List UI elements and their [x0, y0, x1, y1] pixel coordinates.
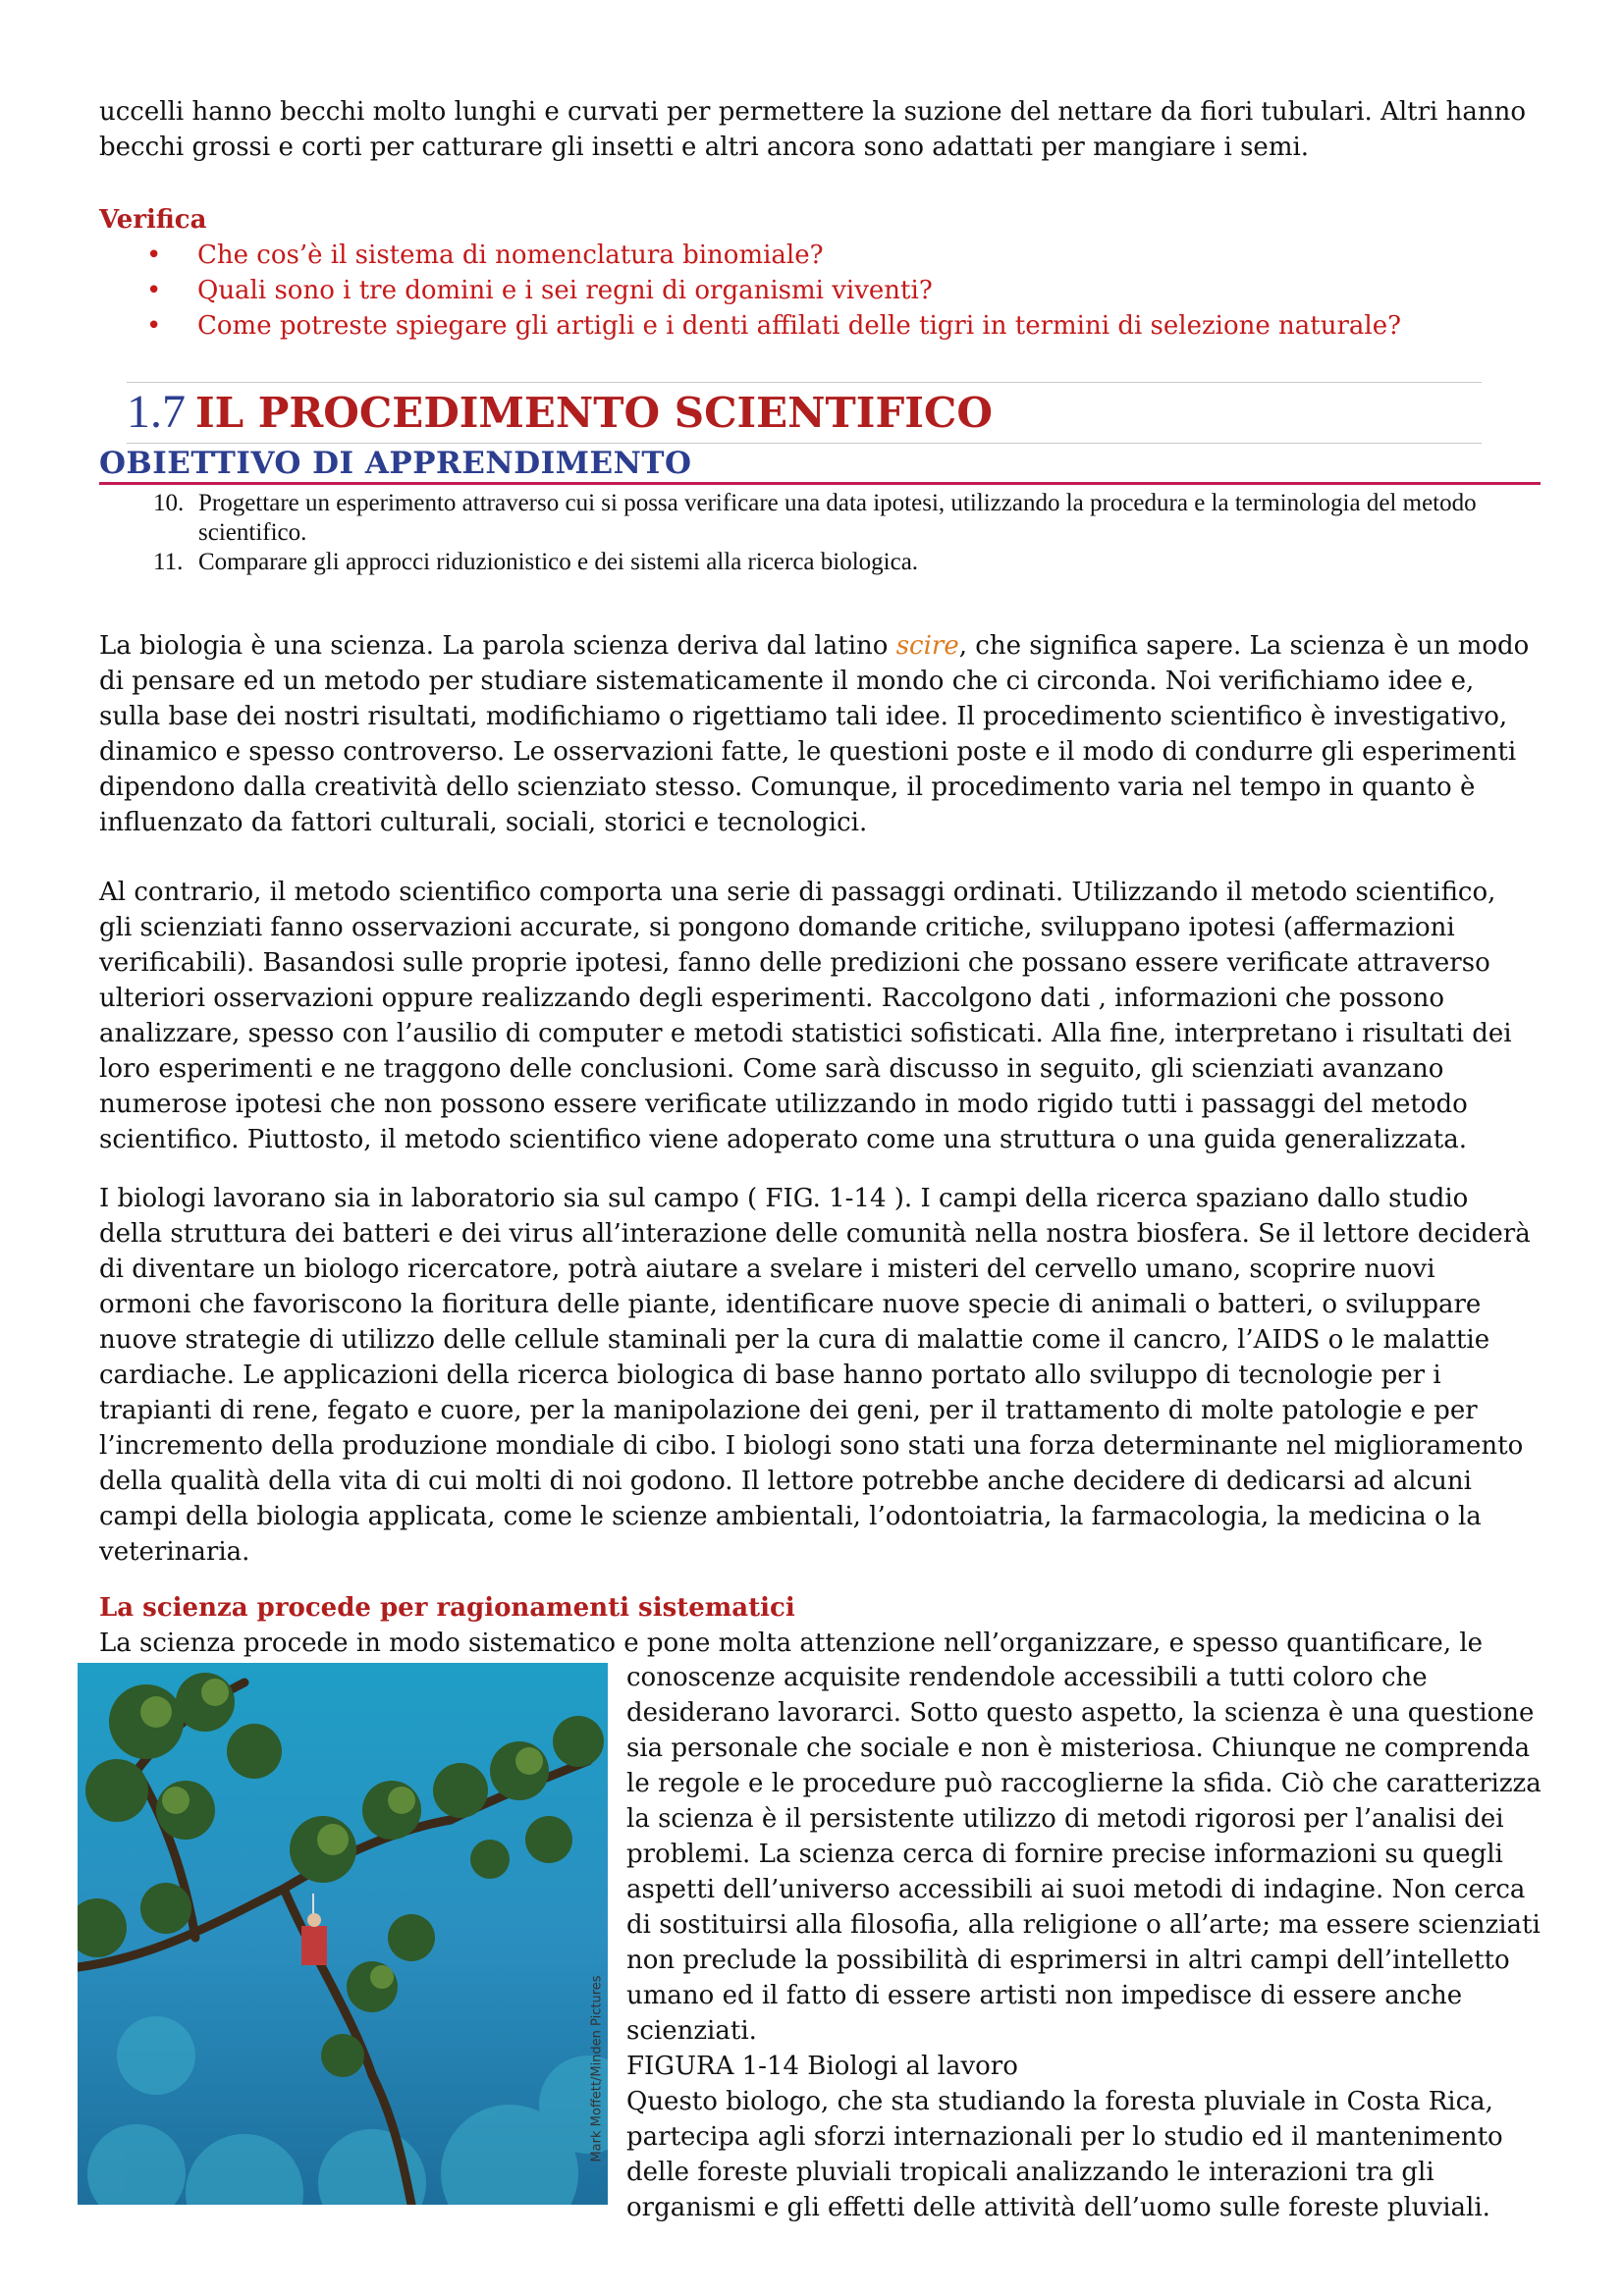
subsection-paragraph: conoscenze acquisite rendendole accessibili a tutti coloro che desiderano lavorarci. Sotto questo aspetto, la scienza è una questione sia personale che sociale e non è misteriosa. Chiunque ne comprenda le regole e le procedure può raccoglierne la sfida. Ciò che caratterizza la scienza è il persistente utilizzo di metodi rigorosi per l’analisi dei problemi. La scienza cerca di fornire precise informazioni su quegli aspetti dell’universo accessibili ai suoi metodi di indagine. Non cerca di sostituirsi alla filosofia, alla religione o all’arte; ma essere scienziati non preclude la possibilità di esprimersi in altri campi dell’intelletto umano ed il fatto di essere artisti non impedisce di essere anche scienziati.: [626, 1663, 1542, 2046]
verifica-item: • Come potreste spiegare gli artigli e i denti affilati delle tigri in termini di selezione naturale?: [99, 308, 1552, 344]
subsection-first-line: La scienza procede in modo sistematico e pone molta attenzione nell’organizzare, e spesso quantificare, le: [99, 1629, 1484, 1658]
rainforest-photo: [78, 1663, 608, 2205]
section-title: [127, 385, 993, 439]
paragraph-biologists-work: I biologi lavorano sia in laboratorio sia sul campo ( FIG. 1-14 ). I campi della ricerca spaziano dallo studio della struttura dei batteri e dei virus all’interazione delle comunità nella nostra biosfera. Se il lettore deciderà di diventare un biologo ricercatore, potrà aiutare a svelare i misteri del cervello umano, scoprire nuovi ormoni che favoriscono la fioritura delle piante, identificare nuove specie di animali o batteri, o sviluppare nuove strategie di utilizzo delle cellule staminali per la cura di malattie come il cancro, l’AIDS o le malattie cardiache. Le applicazioni della ricerca biologica di base hanno portato allo sviluppo di tecnologie per i trapianti di rene, fegato e cuore, per la manipolazione dei geni, per il trattamento di molte patologie e per l’incremento della produzione mondiale di cibo. I biologi sono stati una forza determinante nel miglioramento della qualità della vita di cui molti di noi godono. Il lettore potrebbe anche decidere di dedicarsi ad alcuni campi della biologia applicata, come le scienze ambientali, l’odontoiatria, la farmacologia, la medicina o la veterinaria.: [99, 1184, 1531, 1567]
verifica-item: • Quali sono i tre domini e i sei regni di organismi viventi?: [99, 273, 1552, 308]
section-bottom-divider: [127, 443, 1482, 444]
section-heading: IL PROCEDIMENTO SCIENTIFICO: [195, 389, 993, 437]
verifica-item: • Che cos’è il sistema di nomenclatura binomiale?: [99, 238, 1552, 273]
verifica-heading: Verifica: [99, 205, 207, 235]
bullet-icon: •: [146, 276, 162, 305]
subsection-heading: La scienza procede per ragionamenti sistematici: [99, 1593, 795, 1623]
photo-credit: Mark Moffett/Minden Pictures: [589, 1975, 605, 2163]
objective-item: 10. Progettare un esperimento attraverso cui si possa verificare una data ipotesi, utilizzando la procedura e la terminologia del metodo scientifico.: [153, 490, 1477, 546]
rainforest-photo-icon: [78, 1663, 608, 2205]
paragraph-scientific-method: Al contrario, il metodo scientifico comporta una serie di passaggi ordinati. Utilizzando il metodo scientifico, gli scienziati fanno osservazioni accurate, si pongono domande critiche, sviluppano ipotesi (affermazioni verificabili). Basandosi sulle proprie ipotesi, fanno delle predizioni che possano essere verificate attraverso ulteriori osservazioni oppure realizzando degli esperimenti. Raccolgono dati , informazioni che possono analizzare, spesso con l’ausilio di computer e metodi statistici sofisticati. Alla fine, interpretano i risultati dei loro esperimenti e ne traggono delle conclusioni. Come sarà discusso in seguito, gli scienziati avanzano numerose ipotesi che non possono essere verificate utilizzando in modo rigido tutti i passaggi del metodo scientifico. Piuttosto, il metodo scientifico viene adoperato come una struttura o una guida generalizzata.: [99, 878, 1512, 1154]
wrapped-text-block: [626, 1660, 1544, 2225]
paragraph-science-definition: La biologia è una scienza. La parola scienza deriva dal latino scire, che significa sapere. La scienza è un modo di pensare ed un metodo per studiare sistematicamente il mondo che ci circonda. Noi verifichiamo idee e, sulla base dei nostri risultati, modifichiamo o rigettiamo tali idee. Il procedimento scientifico è investigativo, dinamico e spesso controverso. Le osservazioni fatte, le questioni poste e il modo di condurre gli esperimenti dipendono dalla creatività dello scienziato stesso. Comunque, il procedimento varia nel tempo in quanto è influenzato da fattori culturali, sociali, storici e tecnologici.: [99, 631, 1530, 837]
section-top-divider: [127, 382, 1482, 383]
objective-item: 11. Comparare gli approcci riduzionistico e dei sistemi alla ricerca biologica.: [153, 549, 919, 575]
latin-term: scire: [895, 631, 959, 661]
section-number: 1.7: [127, 386, 186, 438]
bullet-icon: •: [146, 311, 162, 341]
intro-paragraph: uccelli hanno becchi molto lunghi e curvati per permettere la suzione del nettare da fiori tubulari. Altri hanno becchi grossi e corti per catturare gli insetti e altri ancora sono adattati per mangiare i semi.: [99, 97, 1527, 162]
bullet-icon: •: [146, 240, 162, 270]
figure-caption: Questo biologo, che sta studiando la foresta pluviale in Costa Rica, partecipa agli sforzi internazionali per lo studio ed il mantenimento delle foreste pluviali tropicali analizzando le interazioni tra gli organismi e gli effetti delle attività dell’uomo sulle foreste pluviali.: [626, 2087, 1503, 2222]
objectives-underline: [99, 482, 1541, 485]
figure-label: FIGURA 1-14 Biologi al lavoro: [626, 2052, 1018, 2081]
objectives-heading: OBIETTIVO DI APPRENDIMENTO: [99, 446, 692, 481]
objectives-list: [153, 489, 1532, 577]
verifica-list: [99, 238, 1552, 344]
